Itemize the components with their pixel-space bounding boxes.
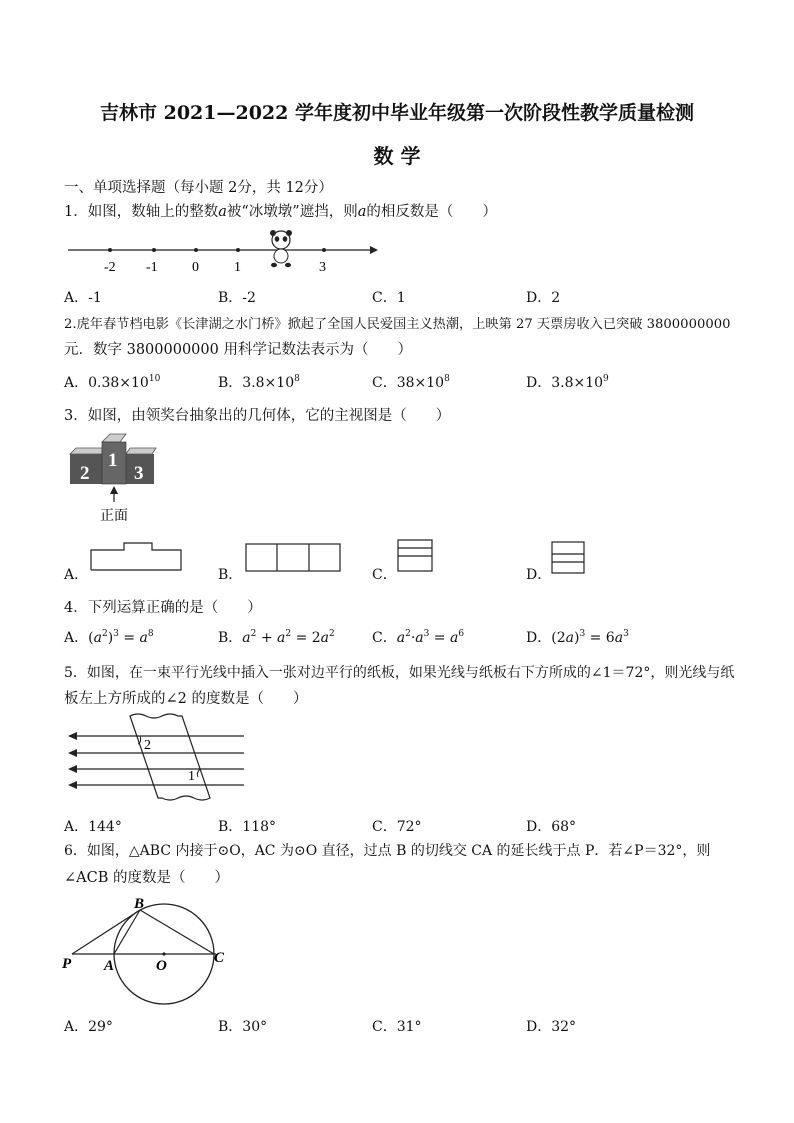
q4-option-a: A．$(a^2)^3 = a^8$ bbox=[64, 629, 154, 646]
q5-option-a: A．144° bbox=[64, 819, 122, 835]
point-label: O bbox=[156, 958, 167, 974]
subject-title: 数 学 bbox=[373, 144, 421, 168]
tick-label: 3 bbox=[319, 260, 326, 275]
tick-label: 1 bbox=[234, 260, 241, 275]
q3-option-a-figure bbox=[88, 540, 184, 574]
section-heading: 一、单项选择题（每小题 2分，共 12分） bbox=[64, 180, 333, 196]
question-4-text: 4．下列运算正确的是（ ） bbox=[64, 600, 262, 616]
point-label: C bbox=[214, 950, 225, 966]
question-1-text: 1．如图，数轴上的整数𝑎被“冰墩墩”遮挡，则𝑎的相反数是（ ） bbox=[64, 204, 497, 220]
q6-option-c: C．31° bbox=[372, 1019, 422, 1035]
q3-option-c-figure bbox=[396, 538, 434, 574]
q3-option-d-label: D． bbox=[526, 567, 552, 583]
tick-label: -2 bbox=[104, 260, 116, 275]
question-6-line1: 6．如图，△ABC 内接于⊙O，AC 为⊙O 直径，过点 B 的切线交 CA 的延长线于点 P．若∠P＝32°，则 bbox=[64, 843, 711, 859]
podium-label: 2 bbox=[80, 463, 90, 484]
q2-option-a: A．$0.38\times 10^{10}$ bbox=[64, 374, 161, 391]
q1-option-c: C．1 bbox=[372, 290, 406, 306]
tick-dot bbox=[236, 248, 240, 252]
tick-dot bbox=[152, 248, 156, 252]
q5-option-b: B．118° bbox=[218, 819, 277, 835]
q1-option-a: A．-1 bbox=[64, 290, 102, 306]
podium-figure bbox=[64, 430, 164, 526]
angle-label: 1 bbox=[188, 769, 195, 784]
circle-tangent-figure bbox=[60, 890, 236, 1008]
parallel-light-figure bbox=[64, 712, 250, 804]
point-label: B bbox=[134, 896, 145, 912]
q6-option-a: A．29° bbox=[64, 1019, 113, 1035]
question-2-line1: 2.虎年春节档电影《长津湖之水门桥》掀起了全国人民爱国主义热潮，上映第 27 天票房收入已突破 3800000000 bbox=[64, 317, 731, 332]
q2-option-c: C．$38\times 10^8$ bbox=[372, 374, 450, 391]
question-2-line2: 元．数字 3800000000 用科学记数法表示为（ ） bbox=[64, 342, 412, 358]
q4-option-c: C．$a^2\cdot a^3 = a^6$ bbox=[372, 629, 465, 646]
q3-option-b-figure bbox=[244, 542, 342, 574]
front-label: 正面 bbox=[100, 509, 128, 524]
question-3-text: 3．如图，由领奖台抽象出的几何体，它的主视图是（ ） bbox=[64, 408, 451, 424]
q2-option-d: D．$3.8\times 10^9$ bbox=[526, 374, 609, 391]
tick-dot bbox=[108, 248, 112, 252]
tick-dot bbox=[322, 248, 326, 252]
q6-option-d: D．32° bbox=[526, 1019, 577, 1035]
tick-dot bbox=[194, 248, 198, 252]
q5-option-d: D．68° bbox=[526, 819, 577, 835]
tick-label: 0 bbox=[192, 260, 199, 275]
angle-label: 2 bbox=[144, 738, 151, 753]
podium-label: 1 bbox=[108, 450, 118, 471]
q4-option-d: D．$(2a)^3 = 6a^3$ bbox=[526, 629, 629, 646]
q5-option-c: C．72° bbox=[372, 819, 422, 835]
q4-option-b: B．$a^2 + a^2 = 2a^2$ bbox=[218, 629, 335, 646]
point-label: A bbox=[104, 958, 115, 974]
q3-option-d-figure bbox=[550, 540, 586, 576]
tick-label: -1 bbox=[146, 260, 158, 275]
question-5-line2: 板左上方所成的∠2 的度数是（ ） bbox=[64, 691, 308, 707]
q3-option-b-label: B． bbox=[218, 567, 243, 583]
q6-option-b: B．30° bbox=[218, 1019, 268, 1035]
q1-option-d: D．2 bbox=[526, 290, 561, 306]
question-6-line2: ∠ACB 的度数是（ ） bbox=[64, 870, 229, 886]
question-5-line1: 5．如图，在一束平行光线中插入一张对边平行的纸板，如果光线与纸板右下方所成的∠1＝72°，则光线与纸 bbox=[64, 665, 735, 681]
q1-option-b: B．-2 bbox=[218, 290, 256, 306]
q3-option-a-label: A． bbox=[64, 567, 89, 583]
panda-icon bbox=[270, 230, 292, 267]
q2-option-b: B．$3.8\times 10^8$ bbox=[218, 374, 300, 391]
exam-title: 吉林市 2021—2022 学年度初中毕业年级第一次阶段性教学质量检测 bbox=[100, 102, 694, 124]
podium-label: 3 bbox=[134, 463, 144, 484]
number-line-figure bbox=[64, 228, 384, 278]
point-label: P bbox=[62, 956, 72, 972]
q3-option-c-label: C． bbox=[372, 567, 397, 583]
